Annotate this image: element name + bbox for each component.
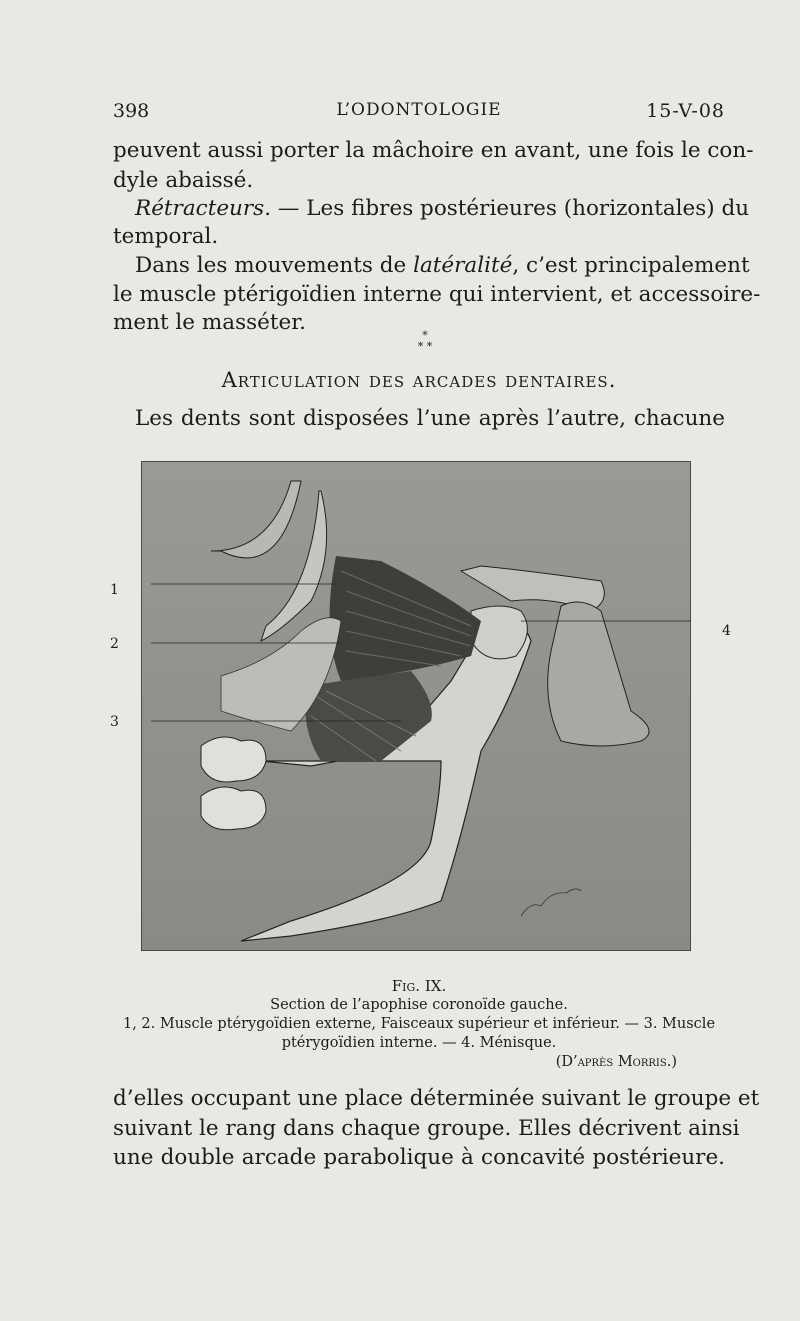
figure-caption-title: Fig. IX.	[391, 977, 447, 995]
mandibular-condyle	[471, 606, 527, 659]
figure-caption-legend: 1, 2. Muscle ptérygoïdien externe, Faisceaux supérieur et inférieur. — 3. Muscle	[122, 1016, 716, 1032]
section-separator: * * *	[417, 329, 433, 353]
paragraph-line: ment le masséter.	[113, 310, 306, 335]
paragraph-line: Dans les mouvements de latéralité, c’est principalement	[135, 253, 750, 278]
paragraph-line: dyle abaissé.	[113, 168, 254, 193]
paragraph-line: le muscle ptérigoïdien interne qui intervient, et accessoire-	[113, 282, 761, 307]
figure-label-3: 3	[110, 714, 119, 730]
page-number: 398	[113, 100, 150, 122]
anatomical-figure	[141, 461, 691, 951]
issue-date: 15-V-08	[646, 100, 725, 122]
figure-label-2: 2	[110, 636, 119, 652]
paragraph-line: suivant le rang dans chaque groupe. Elles décrivent ainsi	[113, 1116, 740, 1141]
paragraph-line: peuvent aussi porter la mâchoire en avant, une fois le con-	[113, 138, 754, 163]
figure-caption-legend: ptérygoïdien interne. — 4. Ménisque.	[281, 1035, 557, 1051]
paragraph-line: une double arcade parabolique à concavité postérieure.	[113, 1145, 725, 1170]
emphasis-lateralite: latéralité	[413, 253, 513, 278]
section-title: Articulation des arcades dentaires.	[221, 368, 617, 392]
paragraph-line: temporal.	[113, 224, 219, 249]
figure-label-4: 4	[722, 623, 731, 639]
figure-caption-subtitle: Section de l’apophise coronoïde gauche.	[270, 997, 568, 1013]
paragraph-line: d’elles occupant une place déterminée suivant le groupe et	[113, 1086, 760, 1111]
running-header	[113, 100, 725, 130]
paragraph-line: Les dents sont disposées l’une après l’autre, chacune	[135, 406, 725, 431]
paragraph-line: Rétracteurs. — Les fibres postérieures (horizontales) du	[135, 196, 750, 221]
journal-title: L’ODONTOLOGIE	[336, 100, 502, 120]
figure-label-1: 1	[110, 582, 119, 598]
emphasis-retracteurs: Rétracteurs.	[135, 196, 272, 221]
figure-credit: (D’après Morris.)	[555, 1054, 677, 1070]
